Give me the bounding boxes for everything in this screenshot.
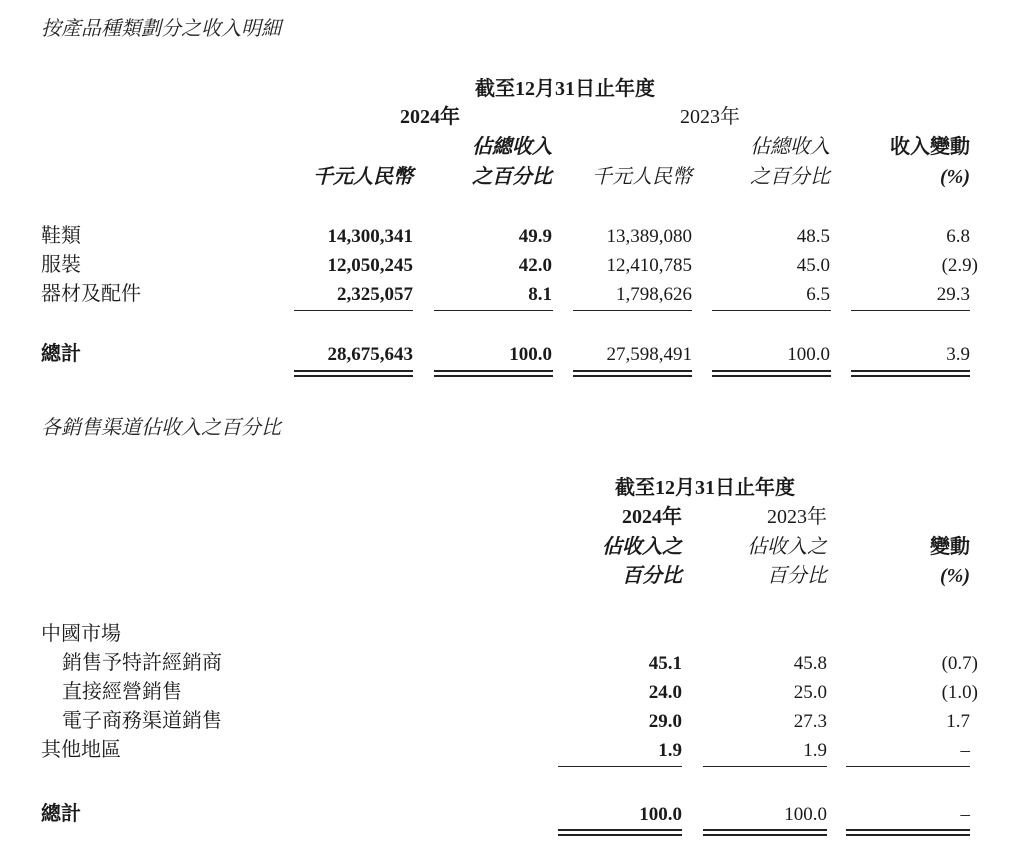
section2-col-change-line2: (%)	[940, 565, 970, 587]
section1-period-header: 截至12月31日止年度	[475, 78, 655, 100]
row-label: 器材及配件	[41, 283, 141, 305]
pct-2024-value: 42.0	[518, 255, 552, 276]
section1-title: 按產品種類劃分之收入明細	[41, 18, 281, 40]
section2-col-2023-line1: 佔收入之	[747, 536, 827, 558]
total-label: 總計	[41, 803, 81, 825]
section2-title: 各銷售渠道佔收入之百分比	[41, 417, 281, 439]
pct-2023-value: 48.5	[796, 226, 830, 247]
section2-year-2023: 2023年	[767, 506, 827, 528]
total-label: 總計	[41, 343, 81, 365]
total-pct-2024: 100.0	[509, 344, 552, 365]
section1-col-pct2024-line1: 佔總收入	[472, 136, 552, 158]
row-label: 銷售予特許經銷商	[62, 652, 222, 674]
total-double-rule	[851, 370, 970, 377]
total-double-rule	[573, 370, 692, 377]
pct-2024-value: 49.9	[518, 226, 552, 247]
rmb-2023-value: 12,410,785	[606, 255, 692, 276]
total-pct-2023: 100.0	[787, 344, 830, 365]
change-value: (1.0)	[941, 682, 978, 703]
rmb-2023-value: 1,798,626	[616, 284, 692, 305]
subtotal-rule	[712, 310, 831, 311]
pct-2024-value: 45.1	[648, 653, 682, 674]
row-label: 服裝	[41, 254, 81, 276]
pct-2023-value: 25.0	[793, 682, 827, 703]
section2-col-2024-line1: 佔收入之	[602, 536, 682, 558]
row-label: 其他地區	[41, 739, 121, 761]
section1-col-change-line1: 收入變動	[890, 136, 970, 158]
section1-col-change-line2: (%)	[940, 166, 970, 188]
total-pct-2024: 100.0	[639, 804, 682, 825]
row-label: 鞋類	[41, 225, 81, 247]
subtotal-rule	[434, 310, 553, 311]
total-change: 3.9	[946, 344, 970, 365]
pct-2024-value: 1.9	[658, 740, 682, 761]
subtotal-rule	[703, 766, 827, 767]
rmb-2024-value: 14,300,341	[327, 226, 413, 247]
subtotal-rule	[851, 310, 970, 311]
change-value: 29.3	[936, 284, 970, 305]
rmb-2023-value: 13,389,080	[606, 226, 692, 247]
change-value: 1.7	[946, 711, 970, 732]
total-rmb-2023: 27,598,491	[606, 344, 692, 365]
pct-2023-value: 45.0	[796, 255, 830, 276]
pct-2023-value: 1.9	[803, 740, 827, 761]
change-value: (0.7)	[941, 653, 978, 674]
change-value: 6.8	[946, 226, 970, 247]
row-label: 電子商務渠道銷售	[62, 710, 222, 732]
total-double-rule	[434, 370, 553, 377]
section1-year-2024: 2024年	[400, 106, 460, 128]
total-double-rule	[558, 829, 682, 836]
section2-col-change-line1: 變動	[930, 536, 970, 558]
subtotal-rule	[294, 310, 413, 311]
subtotal-rule	[573, 310, 692, 311]
section2-year-2024: 2024年	[622, 506, 682, 528]
total-change: –	[960, 804, 970, 825]
rmb-2024-value: 12,050,245	[327, 255, 413, 276]
change-value: (2.9)	[941, 255, 978, 276]
total-rmb-2024: 28,675,643	[327, 344, 413, 365]
total-double-rule	[294, 370, 413, 377]
pct-2023-value: 45.8	[793, 653, 827, 674]
pct-2023-value: 6.5	[806, 284, 830, 305]
section1-col-pct2023-line1: 佔總收入	[750, 136, 830, 158]
total-double-rule	[846, 829, 970, 836]
subtotal-rule	[846, 766, 970, 767]
row-label: 直接經營銷售	[62, 681, 182, 703]
pct-2023-value: 27.3	[793, 711, 827, 732]
total-pct-2023: 100.0	[784, 804, 827, 825]
section1-year-2023: 2023年	[680, 106, 740, 128]
total-double-rule	[703, 829, 827, 836]
section2-col-2024-line2: 百分比	[622, 565, 682, 587]
section2-period-header: 截至12月31日止年度	[615, 477, 795, 499]
pct-2024-value: 24.0	[648, 682, 682, 703]
section1-col-pct2023-line2: 之百分比	[750, 166, 830, 188]
pct-2024-value: 8.1	[528, 284, 552, 305]
section1-col-pct2024-line2: 之百分比	[472, 166, 552, 188]
subtotal-rule	[558, 766, 682, 767]
section1-col-rmb2023: 千元人民幣	[592, 166, 692, 188]
section2-col-2023-line2: 百分比	[767, 565, 827, 587]
rmb-2024-value: 2,325,057	[337, 284, 413, 305]
group-label-china-market: 中國市場	[41, 623, 121, 645]
section1-col-rmb2024: 千元人民幣	[313, 166, 413, 188]
total-double-rule	[712, 370, 831, 377]
pct-2024-value: 29.0	[648, 711, 682, 732]
change-value: –	[960, 740, 970, 761]
